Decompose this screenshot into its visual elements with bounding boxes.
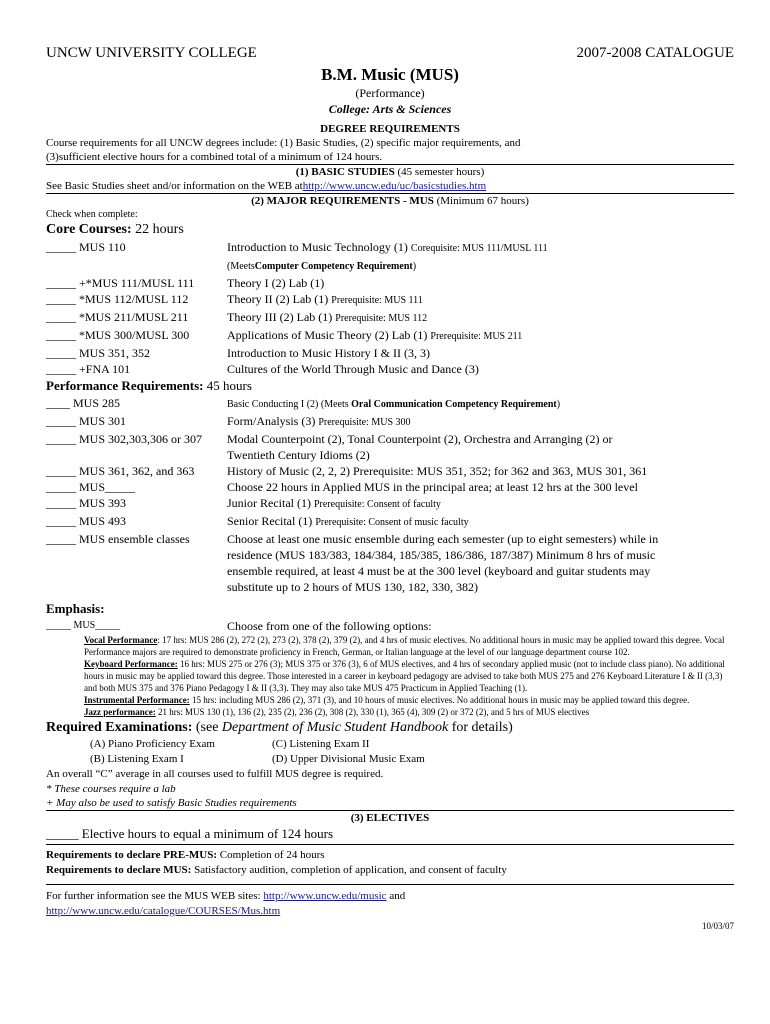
core-title-text: Applications of Music Theory (2) Lab (1) bbox=[227, 328, 428, 342]
perf-course-code: _____ MUS 493 bbox=[46, 514, 127, 528]
perf-title-text: Senior Recital (1) bbox=[227, 514, 313, 528]
basic-studies-link[interactable]: http://www.uncw.edu/uc/basicstudies.htm bbox=[302, 180, 487, 192]
premus-text: Completion of 24 hours bbox=[216, 849, 325, 861]
core-course-code: _____ +FNA 101 bbox=[46, 362, 131, 376]
exams-details: for details) bbox=[451, 720, 513, 735]
perf-course-code: _____ MUS 361, 362, and 363 bbox=[46, 464, 195, 478]
core-row bbox=[46, 257, 734, 275]
core-row bbox=[46, 327, 734, 345]
check-when-complete: Check when complete: bbox=[46, 209, 138, 220]
basic-studies-desc: See Basic Studies sheet and/or information on the WEB at bbox=[46, 180, 303, 192]
perf-title-text: History of Music (2, 2, 2) Prerequisite: MUS 351, 352; for 362 and 363, MUS 301, 361 bbox=[227, 464, 648, 478]
core-course-title bbox=[227, 361, 734, 377]
perf-course-code: _____ MUS 393 bbox=[46, 496, 127, 510]
emphasis-option-name: Vocal Performance bbox=[84, 635, 158, 645]
core-prerequisite: Prerequisite: MUS 111 bbox=[331, 295, 423, 306]
perf-course-code bbox=[46, 563, 227, 579]
core-row bbox=[46, 275, 734, 291]
perf-row bbox=[46, 495, 734, 513]
perf-hours: 45 hours bbox=[206, 378, 252, 393]
emphasis-option bbox=[46, 706, 734, 718]
header-right: 2007-2008 CATALOGUE bbox=[576, 45, 734, 61]
catalogue-web-link[interactable]: http://www.uncw.edu/catalogue/COURSES/Mus.htm bbox=[46, 905, 281, 917]
exam-item: (D) Upper Divisional Music Exam bbox=[272, 753, 425, 765]
average-note: An overall “C” average in all courses used to fulfill MUS degree is required. bbox=[46, 768, 384, 780]
perf-course-title bbox=[227, 513, 734, 531]
basic-studies-label: (1) BASIC STUDIES bbox=[295, 166, 395, 178]
mus-label: Requirements to declare MUS: bbox=[46, 864, 192, 876]
perf-course-title bbox=[227, 479, 734, 495]
electives-text: _____ Elective hours to equal a minimum of 124 hours bbox=[46, 826, 334, 841]
core-course-title bbox=[227, 309, 734, 327]
perf-title-text: Junior Recital (1) bbox=[227, 496, 311, 510]
emphasis-options bbox=[46, 634, 734, 718]
premus-label: Requirements to declare PRE-MUS: bbox=[46, 849, 217, 861]
core-course-code bbox=[46, 257, 227, 275]
perf-course-code: _____ MUS_____ bbox=[46, 480, 136, 494]
perf-row bbox=[46, 413, 734, 431]
perf-course-title bbox=[227, 547, 734, 563]
perf-row bbox=[46, 447, 734, 463]
perf-course-code bbox=[46, 447, 227, 463]
core-row bbox=[46, 309, 734, 327]
core-title-text: Introduction to Music History I & II (3, 3) bbox=[227, 346, 430, 360]
perf-heading-label: Performance Requirements: bbox=[46, 378, 204, 393]
perf-course-code bbox=[46, 579, 227, 595]
core-heading-label: Core Courses: bbox=[46, 222, 132, 237]
perf-row bbox=[46, 531, 734, 547]
exam-list bbox=[46, 737, 734, 767]
emphasis-option-name: Jazz performance: bbox=[84, 707, 156, 717]
core-title-text: (Meets bbox=[227, 261, 255, 272]
perf-course-title bbox=[227, 579, 734, 595]
perf-title-text: Twentieth Century Idioms (2) bbox=[227, 448, 370, 462]
perf-row bbox=[46, 547, 734, 563]
perf-row bbox=[46, 513, 734, 531]
core-title-text: Cultures of the World Through Music and Dance (3) bbox=[227, 362, 479, 376]
emphasis-option-name: Instrumental Performance: bbox=[84, 695, 190, 705]
core-course-title bbox=[227, 275, 734, 291]
emphasis-option bbox=[46, 634, 734, 658]
perf-course-title bbox=[227, 531, 734, 547]
core-row bbox=[46, 345, 734, 361]
perf-course-title bbox=[227, 395, 734, 413]
core-course-list bbox=[46, 239, 734, 377]
perf-title-text: Form/Analysis (3) bbox=[227, 414, 316, 428]
exams-heading-label: Required Examinations: bbox=[46, 720, 193, 735]
core-requirement: Computer Competency Requirement bbox=[254, 261, 413, 272]
perf-title-text: substitute up to 2 hours of MUS 130, 182, 330, 382) bbox=[227, 580, 479, 594]
perf-course-title bbox=[227, 447, 734, 463]
intro-line-1: Course requirements for all UNCW degrees include: (1) Basic Studies, (2) specific major requirements, and bbox=[46, 137, 521, 149]
performance-heading bbox=[46, 377, 734, 395]
emphasis-option bbox=[46, 694, 734, 706]
electives-bar: (3) ELECTIVES bbox=[46, 810, 734, 825]
intro-line-2: (3)sufficient elective hours for a combined total of a minimum of 124 hours. bbox=[46, 151, 383, 163]
core-title-text: Theory II (2) Lab (1) bbox=[227, 292, 329, 306]
perf-row bbox=[46, 563, 734, 579]
web-text: For further information see the MUS WEB sites: bbox=[46, 890, 264, 902]
music-web-link[interactable]: http://www.uncw.edu/music bbox=[263, 890, 387, 902]
core-prerequisite: Corequisite: MUS 111/MUSL 111 bbox=[410, 243, 548, 254]
exam-item: (B) Listening Exam I bbox=[90, 753, 184, 765]
exam-item: (C) Listening Exam II bbox=[272, 738, 370, 750]
core-course-code: _____ MUS 110 bbox=[46, 240, 126, 254]
core-title-end: ) bbox=[412, 261, 417, 272]
perf-course-code: _____ MUS ensemble classes bbox=[46, 532, 190, 546]
core-row bbox=[46, 361, 734, 377]
core-course-code: _____ *MUS 211/MUSL 211 bbox=[46, 310, 189, 324]
perf-row bbox=[46, 463, 734, 479]
core-courses-heading bbox=[46, 221, 734, 239]
perf-row bbox=[46, 579, 734, 595]
emphasis-option-name: Keyboard Performance: bbox=[84, 659, 178, 669]
core-course-title bbox=[227, 257, 734, 275]
core-row bbox=[46, 291, 734, 309]
basic-studies-bar bbox=[46, 164, 734, 179]
perf-course-code: _____ MUS 302,303,306 or 307 bbox=[46, 432, 203, 446]
lab-note: * These courses require a lab bbox=[46, 783, 176, 795]
emphasis-mus: _____ MUS_____ bbox=[46, 620, 121, 631]
core-course-code: _____ *MUS 112/MUSL 112 bbox=[46, 292, 189, 306]
exam-item: (A) Piano Proficiency Exam bbox=[90, 738, 215, 750]
perf-course-code: _____ MUS 301 bbox=[46, 414, 127, 428]
perf-course-title bbox=[227, 413, 734, 431]
perf-title-text: Choose at least one music ensemble during each semester (up to eight semesters) while in bbox=[227, 532, 659, 546]
basic-studies-note: + May also be used to satisfy Basic Studies requirements bbox=[46, 797, 297, 809]
core-course-title bbox=[227, 327, 734, 345]
performance-course-list bbox=[46, 395, 734, 595]
emphasis-option-text: : 17 hrs: MUS 286 (2), 272 (2), 273 (2), 378 (2), 379 (2), and 4 hrs of music electives. No additional hours in music may be applied toward this degree. Vocal Performance majors are required to demonstrate proficiency in French, German, or Italian language at the level of our language department course 102. bbox=[84, 635, 725, 657]
degree-requirements-heading: DEGREE REQUIREMENTS bbox=[320, 123, 460, 135]
required-exams-heading bbox=[46, 719, 734, 737]
perf-requirement: Oral Communication Competency Requirement bbox=[351, 399, 557, 410]
core-course-title bbox=[227, 345, 734, 361]
perf-title-text: ensemble required, at least 4 must be at the 300 level (keyboard and guitar students may bbox=[227, 564, 651, 578]
perf-title-text: residence (MUS 183/383, 184/384, 185/385, 186/386, 187/387) Minimum 8 hrs of music bbox=[227, 548, 656, 562]
emphasis-option-text: 16 hrs: MUS 275 or 276 (3); MUS 375 or 376 (3), 6 of MUS electives, and 4 hrs of secondary applied music (not to include class piano). No additional hours in music may be applied toward this degree. Those interested in a career in keyboard pedagogy are advised to take both MUS 275 and 276 Keyboard Literature I & II (3,3) and both MUS 375 and 376 Piano Pedagogy I & II (3,3). They may also take MUS 475 Practicum in Applied Teaching (1). bbox=[84, 659, 725, 693]
college-line: College: Arts & Sciences bbox=[328, 102, 452, 116]
basic-studies-hours: (45 semester hours) bbox=[397, 166, 485, 178]
emphasis-option-text: 15 hrs: including MUS 286 (2), 371 (3), and 10 hours of music electives. No additional hours in music may be applied toward this degree. bbox=[189, 695, 690, 705]
web-box bbox=[46, 884, 734, 931]
perf-prerequisite: Prerequisite: Consent of music faculty bbox=[315, 517, 469, 528]
major-hours: (Minimum 67 hours) bbox=[436, 195, 529, 207]
header-left: UNCW UNIVERSITY COLLEGE bbox=[46, 45, 257, 61]
core-course-code: _____ *MUS 300/MUSL 300 bbox=[46, 328, 190, 342]
core-course-code: _____ MUS 351, 352 bbox=[46, 346, 151, 360]
mus-text: Satisfactory audition, completion of application, and consent of faculty bbox=[191, 864, 507, 876]
core-course-title bbox=[227, 239, 734, 257]
perf-course-title bbox=[227, 463, 734, 479]
perf-prerequisite: Prerequisite: Consent of faculty bbox=[313, 499, 441, 510]
core-hours: 22 hours bbox=[135, 222, 184, 237]
core-course-title bbox=[227, 291, 734, 309]
mus-line bbox=[46, 863, 734, 878]
core-course-code: _____ +*MUS 111/MUSL 111 bbox=[46, 276, 195, 290]
declare-box bbox=[46, 844, 734, 878]
exams-handbook: Department of Music Student Handbook bbox=[221, 720, 449, 735]
core-title-text: Theory I (2) Lab (1) bbox=[227, 276, 325, 290]
emphasis-option bbox=[46, 658, 734, 694]
revision-date: 10/03/07 bbox=[701, 921, 734, 931]
page-title: B.M. Music (MUS) bbox=[321, 65, 459, 84]
perf-course-title bbox=[227, 431, 734, 447]
perf-course-code: ____ MUS 285 bbox=[46, 396, 121, 410]
perf-title-text: Basic Conducting I (2) (Meets bbox=[227, 399, 352, 410]
perf-prerequisite: Prerequisite: MUS 300 bbox=[318, 417, 411, 428]
emphasis-heading: Emphasis: bbox=[46, 601, 105, 616]
perf-course-title bbox=[227, 495, 734, 513]
page-header bbox=[46, 44, 734, 62]
catalogue-page bbox=[46, 44, 734, 931]
core-title-text: Introduction to Music Technology (1) bbox=[227, 240, 408, 254]
emphasis-option-text: 21 hrs: MUS 130 (1), 136 (2), 235 (2), 236 (2), 308 (2), 330 (1), 365 (4), 309 (2) or 372 (2), and 5 hrs of MUS electives bbox=[155, 707, 590, 717]
page-subtitle: (Performance) bbox=[355, 86, 425, 100]
exams-see: (see bbox=[195, 720, 219, 735]
perf-title-text: Modal Counterpoint (2), Tonal Counterpoint (2), Orchestra and Arranging (2) or bbox=[227, 432, 613, 446]
basic-studies-text bbox=[46, 179, 734, 193]
perf-row bbox=[46, 395, 734, 413]
perf-title-text: Choose 22 hours in Applied MUS in the principal area; at least 12 hrs at the 300 level bbox=[227, 480, 638, 494]
perf-row bbox=[46, 479, 734, 495]
major-requirements-bar bbox=[46, 193, 734, 208]
core-title-text: Theory III (2) Lab (1) bbox=[227, 310, 333, 324]
major-label: (2) MAJOR REQUIREMENTS - MUS bbox=[251, 195, 434, 207]
premus-line bbox=[46, 848, 734, 863]
perf-title-end: ) bbox=[556, 399, 561, 410]
perf-row bbox=[46, 431, 734, 447]
emphasis-row bbox=[46, 618, 734, 634]
perf-course-code bbox=[46, 547, 227, 563]
web-and: and bbox=[386, 890, 406, 902]
core-prerequisite: Prerequisite: MUS 112 bbox=[335, 313, 428, 324]
core-row bbox=[46, 239, 734, 257]
perf-course-title bbox=[227, 563, 734, 579]
core-prerequisite: Prerequisite: MUS 211 bbox=[430, 331, 523, 342]
emphasis-choose: Choose from one of the following options: bbox=[227, 619, 432, 633]
